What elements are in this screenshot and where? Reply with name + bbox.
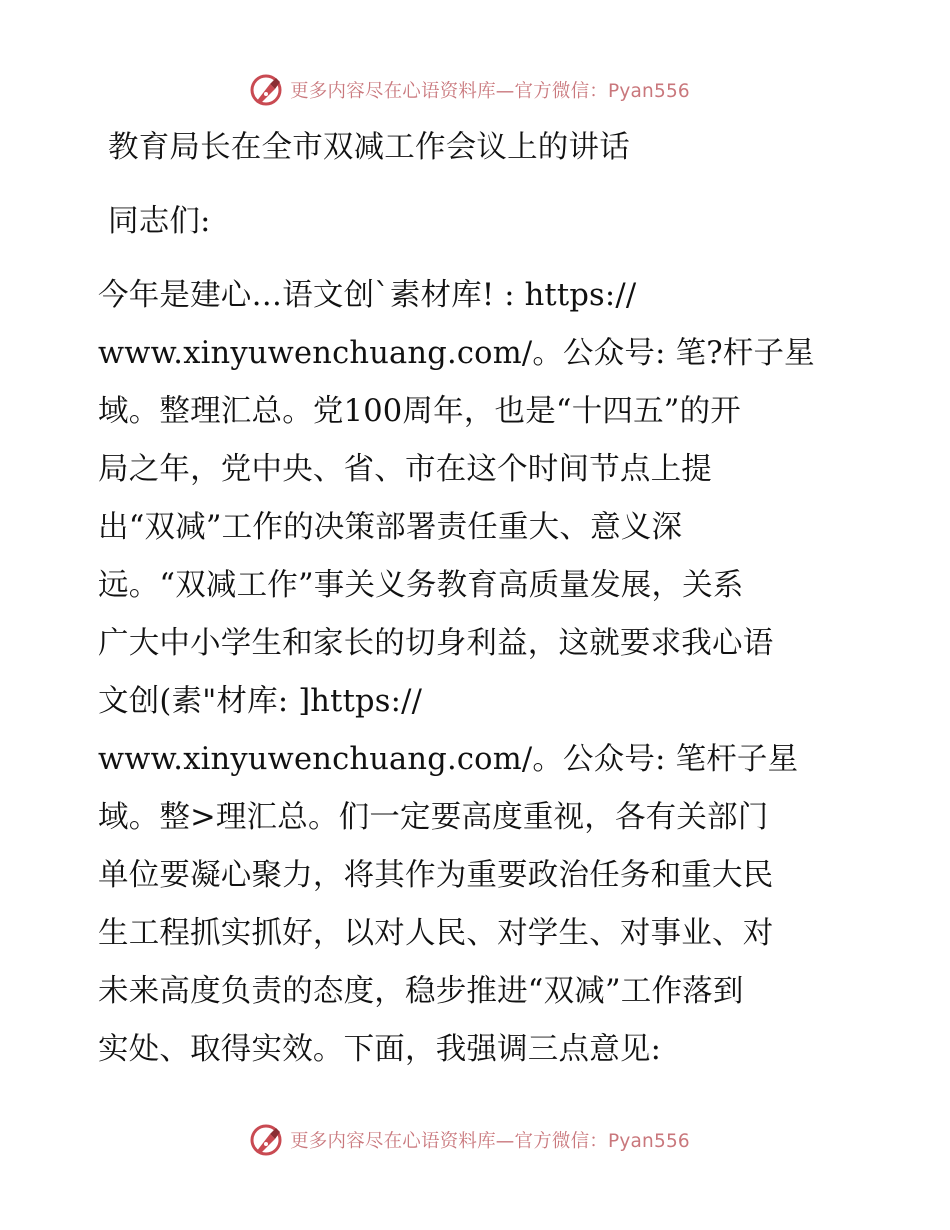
body-line: 远。“双减工作”事关义务教育高质量发展，关系 <box>98 568 744 603</box>
body-line: 域。整理汇总。党100周年，也是“十四五”的开 <box>98 394 741 429</box>
body-line: 单位要凝心聚力，将其作为重要政治任务和重大民 <box>98 858 774 893</box>
body-line: www.xinyuwenchuang.com/。公众号: 笔杆子星 <box>98 742 799 777</box>
body-line: 生工程抓实抓好，以对人民、对学生、对事业、对 <box>98 916 774 951</box>
body-line: 未来高度负责的态度，稳步推进“双减”工作落到 <box>98 974 744 1009</box>
footer-watermark-banner <box>0 1120 950 1160</box>
body-line: 域。整>理汇总。们一定要高度重视，各有关部门 <box>98 800 769 835</box>
watermark-text: 更多内容尽在心语资料库—官方微信：Pyan556 <box>290 1131 690 1152</box>
salutation: 同志们: <box>108 204 211 239</box>
footer-watermark-content <box>248 1122 690 1158</box>
body-line: 局之年，党中央、省、市在这个时间节点上提 <box>98 452 712 487</box>
body-line: 实处、取得实效。下面，我强调三点意见: <box>98 1032 662 1067</box>
body-line: 今年是建心…语文创`素材库! : https:// <box>98 278 637 313</box>
watermark-text: 更多内容尽在心语资料库—官方微信：Pyan556 <box>290 81 690 102</box>
body-line: www.xinyuwenchuang.com/。公众号: 笔?杆子星 <box>98 336 815 371</box>
body-line: 广大中小学生和家长的切身利益，这就要求我心语 <box>98 626 774 661</box>
page-title: 教育局长在全市双减工作会议上的讲话 <box>108 130 630 165</box>
body-line: 文创(素"材库: ]https:// <box>98 684 423 719</box>
body-line: 出“双减”工作的决策部署责任重大、意义深 <box>98 510 683 545</box>
pen-nib-logo-icon <box>248 1122 284 1158</box>
